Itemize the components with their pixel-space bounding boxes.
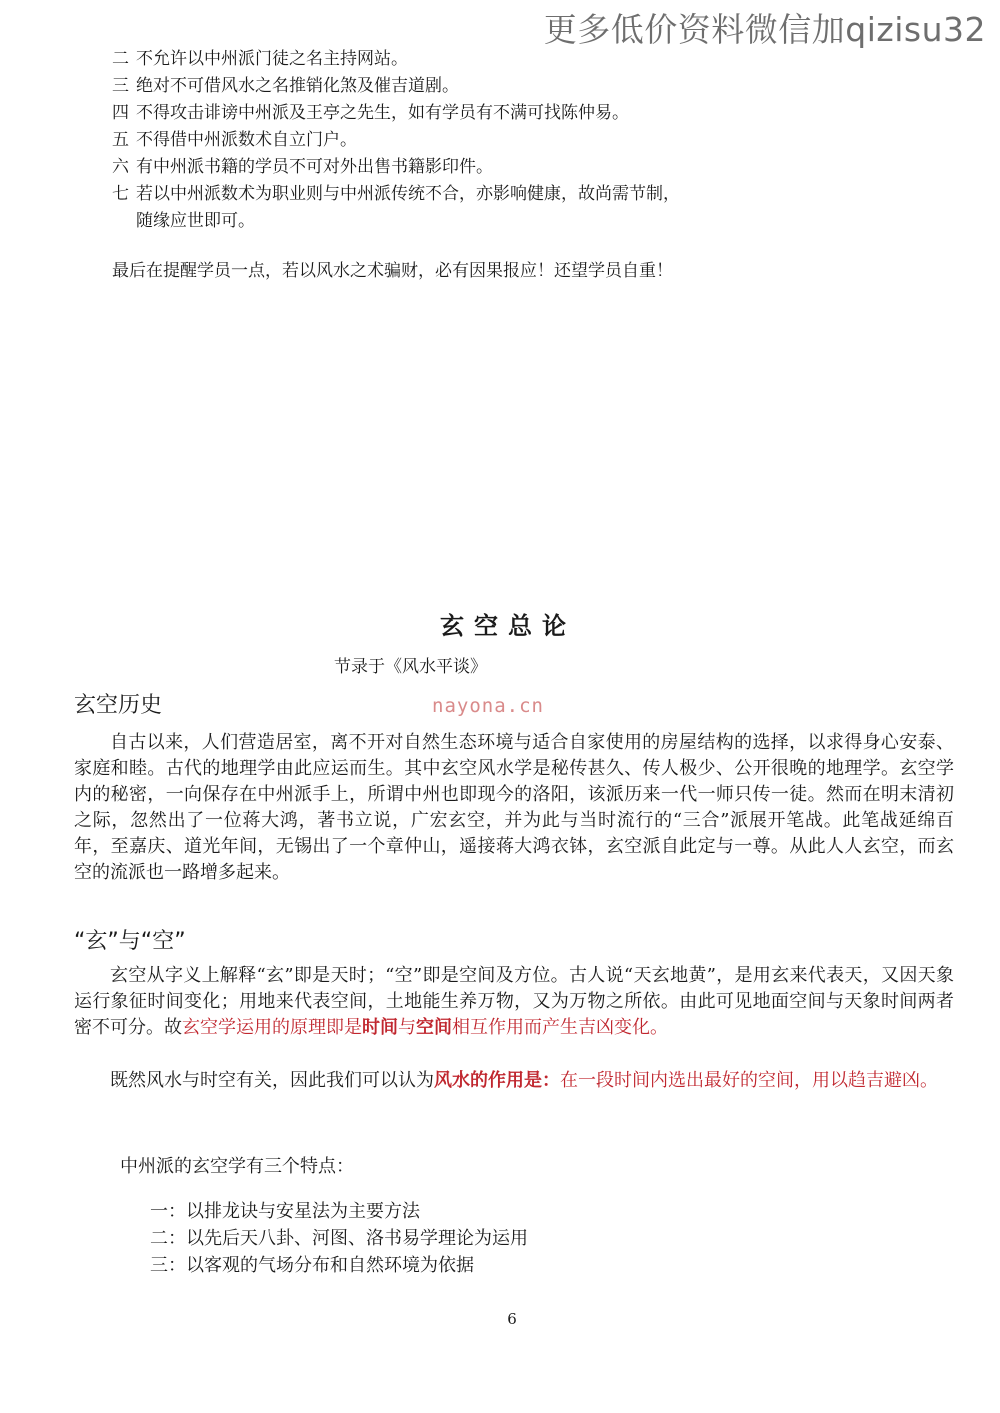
features-intro: 中州派的玄空学有三个特点： [120, 1156, 354, 1177]
features-list [150, 1198, 528, 1279]
rule-item [112, 46, 872, 73]
rule-item [112, 181, 872, 235]
feature-item: 二：以先后天八卦、河图、洛书易学理论为运用 [150, 1228, 528, 1249]
paragraph-text: 既然风水与时空有关，因此我们可以认为 [110, 1070, 434, 1091]
rule-text: 不允许以中州派门徒之名主持网站。 [136, 49, 408, 69]
feature-item: 一：以排龙诀与安星法为主要方法 [150, 1201, 420, 1222]
rule-text: 若以中州派数术为职业则与中州派传统不合，亦影响健康，故尚需节制， [136, 184, 680, 204]
reminder-text: 最后在提醒学员一点，若以风水之术骗财，必有因果报应！还望学员自重！ [112, 261, 673, 281]
rule-continuation: 随缘应世即可。 [136, 211, 255, 231]
highlight-bold-text: 风水的作用是： [434, 1070, 560, 1091]
rule-item [112, 73, 872, 100]
rule-item [112, 154, 872, 181]
rule-number: 三 [112, 76, 129, 96]
highlight-text: 相互作用而产生吉凶变化。 [452, 1017, 668, 1038]
paragraph-fengshui-function [74, 1068, 954, 1094]
highlight-text: 在一段时间内选出最好的空间，用以趋吉避凶。 [560, 1070, 938, 1091]
page-subtitle: 节录于《风水平谈》 [334, 657, 487, 677]
highlight-bold-text: 时间 [362, 1017, 398, 1038]
rule-number: 二 [112, 49, 129, 69]
highlight-text: 与 [398, 1017, 416, 1038]
section-heading-history: 玄空历史 [74, 693, 163, 718]
rule-number: 四 [112, 103, 129, 123]
rule-number: 七 [112, 184, 129, 204]
paragraph-text: 玄空从字义上解释“玄”即是天时；“空”即是空间及方位。古人说“天玄地黄”，是用玄来代表天，又因天象运行象征时间变化；用地来代表空间，土地能生养万物，又为万物之所依。由此可见地面空间与天象时间两者密不可分。故 [74, 965, 954, 1038]
rule-text: 不得攻击诽谤中州派及王亭之先生，如有学员有不满可找陈仲易。 [136, 103, 629, 123]
page-number: 6 [507, 1310, 517, 1328]
rule-number: 六 [112, 157, 129, 177]
paragraph-xuan-kong [74, 963, 954, 1041]
site-watermark: nayona.cn [432, 695, 544, 717]
feature-item: 三：以客观的气场分布和自然环境为依据 [150, 1255, 474, 1276]
rule-text: 有中州派书籍的学员不可对外出售书籍影印件。 [136, 157, 493, 177]
highlight-bold-text: 空间 [416, 1017, 452, 1038]
rules-list [112, 46, 872, 235]
rule-number: 五 [112, 130, 129, 150]
watermark-text: 更多低价资料微信加qizisu32 [543, 10, 986, 49]
highlight-text: 玄空学运用的原理即是 [182, 1017, 362, 1038]
page-title: 玄空总论 [440, 612, 576, 640]
paragraph-history: 自古以来，人们营造居室，离不开对自然生态环境与适合自家使用的房屋结构的选择，以求得身心安泰、家庭和睦。古代的地理学由此应运而生。其中玄空风水学是秘传甚久、传人极少、公开很晚的地理学。玄空学内的秘密，一向保存在中州派手上，所谓中州也即现今的洛阳，该派历来一代一师只传一徒。然而在明末清初之际，忽然出了一位蒋大鸿，著书立说，广宏玄空，并为此与当时流行的“三合”派展开笔战。此笔战延绵百年，至嘉庆、道光年间，无锡出了一个章仲山，遥接蒋大鸿衣钵，玄空派自此定与一尊。从此人人玄空，而玄空的流派也一路增多起来。 [74, 732, 954, 883]
rule-text: 不得借中州派数术自立门户。 [136, 130, 357, 150]
section-heading-xuan-kong: “玄”与“空” [74, 929, 186, 954]
rule-item [112, 100, 872, 127]
rule-item [112, 127, 872, 154]
rule-text: 绝对不可借风水之名推销化煞及催吉道剧。 [136, 76, 459, 96]
